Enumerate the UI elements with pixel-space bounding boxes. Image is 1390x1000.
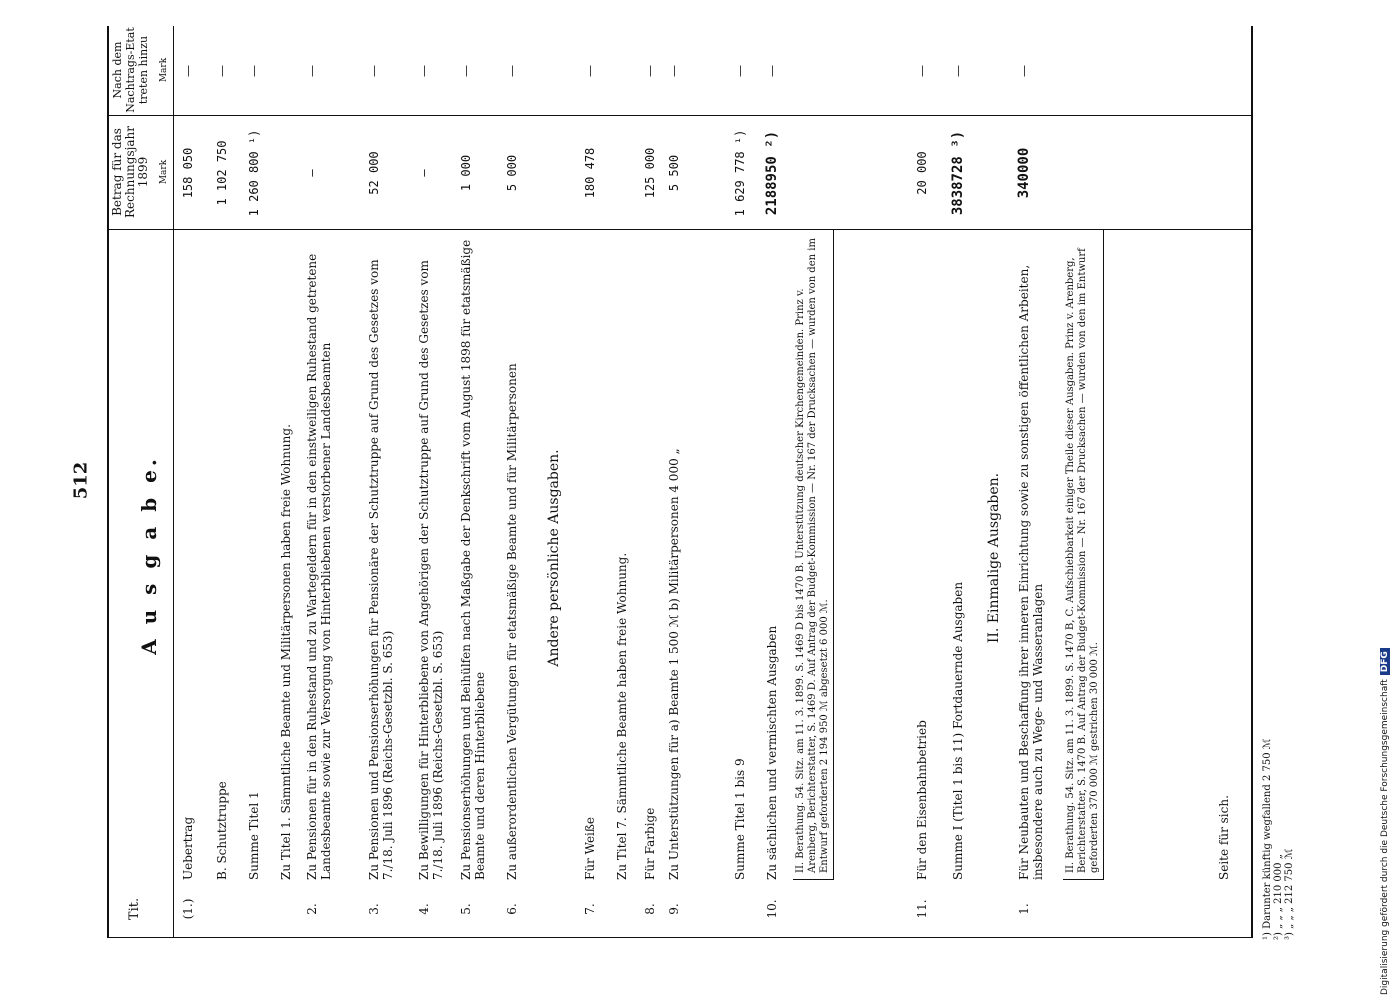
row-amount: 20 000	[915, 151, 929, 195]
table-row	[279, 26, 303, 938]
row-amount: 52 000	[367, 151, 381, 195]
row-amount: 1 000	[459, 154, 473, 192]
row-nach: —	[765, 65, 779, 77]
row-text: Zu Unterstützungen für a) Beamte 1 500 ℳ b) Militärpersonen 4 000 „	[667, 448, 681, 880]
row-amount: 1 629 778 ¹)	[733, 129, 747, 217]
row-titel: 10.	[765, 899, 779, 919]
row-titel: 1.	[1017, 903, 1031, 915]
table-row	[505, 26, 541, 938]
row-text: Für Farbige	[643, 807, 657, 880]
table-row	[1063, 26, 1213, 938]
row-text: II. Berathung. 54. Sitz. am 11. 3. 1899. S. 1469 D bis 1470 B. Unterstützung deutscher Kirchengemeinden. Prinz v. Arenberg, Berichterstatter, S. 1469 D. Auf Antrag der Budget-Kommission — Nr. 167 der Drucksachen — wurden von den im Entwurf geforderten 2 194 950 ℳ abgesetzt 6 000 ℳ.	[793, 230, 834, 880]
footnote: ²) „ „ „ 210 000 „	[1273, 854, 1284, 940]
header-nach-unit: Mark	[159, 57, 169, 83]
row-nach: —	[181, 65, 195, 77]
header-betrag-unit: Mark	[159, 159, 169, 185]
row-amount: 1 102 750	[215, 140, 229, 206]
row-nach: —	[1017, 65, 1031, 77]
header-tit: Tit.	[127, 897, 142, 921]
row-text: Uebertrag	[181, 816, 195, 880]
row-text: Für Weiße	[583, 816, 597, 880]
row-text: Andere persönliche Ausgaben.	[546, 449, 562, 667]
table-row	[667, 26, 727, 938]
row-nach: —	[305, 65, 319, 77]
row-text: Zu Bewilligungen für Hinterbliebene von Angehörigen der Schutztruppe auf Grund des Gesetzes vom 7./18. Juli 1896 (Reichs-Gesetzbl. S. 653)	[417, 260, 445, 880]
row-text: Zu Pensionen für in den Ruhestand und zu Wartegeldern für in den einstweiligen Ruhestand getretene Landesbeamte sowie zur Versorgung von Hinterbliebenen verstorbener Landesbeamten	[305, 253, 333, 880]
footnote: ³) „ „ „ 212 750 ℳ	[1284, 848, 1295, 940]
table-row	[733, 26, 759, 938]
budget-table	[107, 26, 1253, 938]
row-nach: —	[215, 65, 229, 77]
row-titel: 3.	[367, 903, 381, 915]
row-amount: 5 500	[667, 154, 681, 192]
table-row	[643, 26, 665, 938]
header-betrag: Betrag für das Rechnungsjahr 1899	[110, 126, 150, 218]
table-row	[1217, 26, 1247, 938]
row-text: Für Neubauten und Beschaffung ihrer inneren Einrichtung sowie zu sonstigen öffentlichen Arbeiten, insbesondere auch zu Wege- und Wasseranlagen	[1017, 264, 1045, 880]
row-text: Seite für sich.	[1217, 795, 1231, 880]
row-amount: —	[417, 169, 431, 177]
table-row	[305, 26, 361, 938]
table-row	[793, 26, 905, 938]
row-text: Für den Eisenbahnbetrieb	[915, 720, 929, 880]
row-amount: 340000	[1016, 147, 1032, 199]
row-text: Summe I (Titel 1 bis 11) Fortdauernde Ausgaben	[951, 581, 965, 880]
row-nach: —	[505, 65, 519, 77]
row-text: B. Schutztruppe	[215, 781, 229, 880]
row-nach: —	[951, 65, 965, 77]
section-title: A u s g a b e.	[137, 455, 161, 655]
row-titel: 6.	[505, 903, 519, 915]
row-titel: (1.)	[181, 898, 195, 920]
row-amount: —	[305, 169, 319, 177]
row-titel: 7.	[583, 903, 597, 915]
row-nach: —	[915, 65, 929, 77]
row-nach: —	[583, 65, 597, 77]
row-text: Zu Pensionen und Pensionserhöhungen für Pensionäre der Schutztruppe auf Grund des Gesetzes vom 7./18. Juli 1896 (Reichs-Gesetzbl. S. 653)	[367, 259, 395, 880]
page-number: 512	[70, 461, 92, 500]
row-text: Zu Pensionserhöhungen und Beihülfen nach Maßgabe der Denkschrift vom August 1898 für etatsmäßige Beamte und deren Hinterbliebene	[459, 239, 487, 880]
table-row	[215, 26, 241, 938]
row-titel: 11.	[915, 899, 929, 919]
footnotes	[1262, 640, 1295, 940]
row-amount: 125 000	[643, 147, 657, 199]
row-nach: —	[459, 65, 473, 77]
row-text: Summe Titel 1 bis 9	[733, 758, 747, 880]
row-titel: 4.	[417, 903, 431, 915]
row-nach: —	[247, 65, 261, 77]
table-row	[459, 26, 503, 938]
table-row	[951, 26, 981, 938]
row-amount: 1 260 800 ¹)	[247, 129, 261, 217]
table-row	[765, 26, 791, 938]
row-text: Summe Titel 1	[247, 791, 261, 880]
table-row	[615, 26, 639, 938]
dfg-logo: DFG	[1380, 648, 1390, 675]
row-text: II. Einmalige Ausgaben.	[986, 472, 1002, 644]
row-titel: 2.	[305, 903, 319, 915]
table-row	[417, 26, 457, 938]
row-titel: 9.	[667, 903, 681, 915]
table-row	[915, 26, 945, 938]
row-amount: 2188950 ²)	[764, 130, 780, 216]
row-nach: —	[733, 65, 747, 77]
row-text: Zu Titel 7. Sämmtliche Beamte haben freie Wohnung.	[615, 552, 629, 880]
row-text: II. Berathung. 54. Sitz. am 11. 3. 1899. S. 1470 B, C. Aufschiebbarkeit einiger Theile dieser Ausgaben. Prinz v. Arenberg, Berichterstatter, S. 1470 B. Auf Antrag der Budget-Kommission — Nr. 167 der Drucksachen — wurden von den im Entwurf geforderten 370 000 ℳ gestrichen 30 000 ℳ.	[1063, 230, 1104, 880]
row-amount: 180 478	[583, 147, 597, 199]
digitization-notice	[1380, 0, 1390, 995]
row-text: Zu außerordentlichen Vergütungen für etatsmäßige Beamte und für Militärpersonen	[505, 363, 519, 880]
row-text: Zu sächlichen und vermischten Ausgaben	[765, 625, 779, 880]
row-amount: 3838728 ³)	[950, 130, 966, 216]
row-amount: 158 050	[181, 147, 195, 199]
table-row	[367, 26, 413, 938]
row-amount: 5 000	[505, 154, 519, 192]
table-row	[583, 26, 609, 938]
row-nach: —	[643, 65, 657, 77]
dfg-notice-text: Digitalisierung gefördert durch die Deutsche Forschungsgemeinschaft	[1380, 679, 1390, 995]
footnote: ¹) Darunter künftig wegfallend 2 750 ℳ	[1262, 738, 1273, 940]
row-nach: —	[667, 65, 681, 77]
table-row	[181, 26, 207, 938]
row-text: Zu Titel 1. Sämmtliche Beamte und Militärpersonen haben freie Wohnung.	[279, 424, 293, 880]
header-nach: Nach dem Nachtrags-Etat treten hinzu	[111, 27, 150, 113]
table-row	[247, 26, 273, 938]
table-row	[547, 26, 577, 938]
row-titel: 8.	[643, 903, 657, 915]
row-titel: 5.	[459, 903, 473, 915]
row-nach: —	[417, 65, 431, 77]
row-nach: —	[367, 65, 381, 77]
table-row	[987, 26, 1015, 938]
table-row	[1017, 26, 1057, 938]
